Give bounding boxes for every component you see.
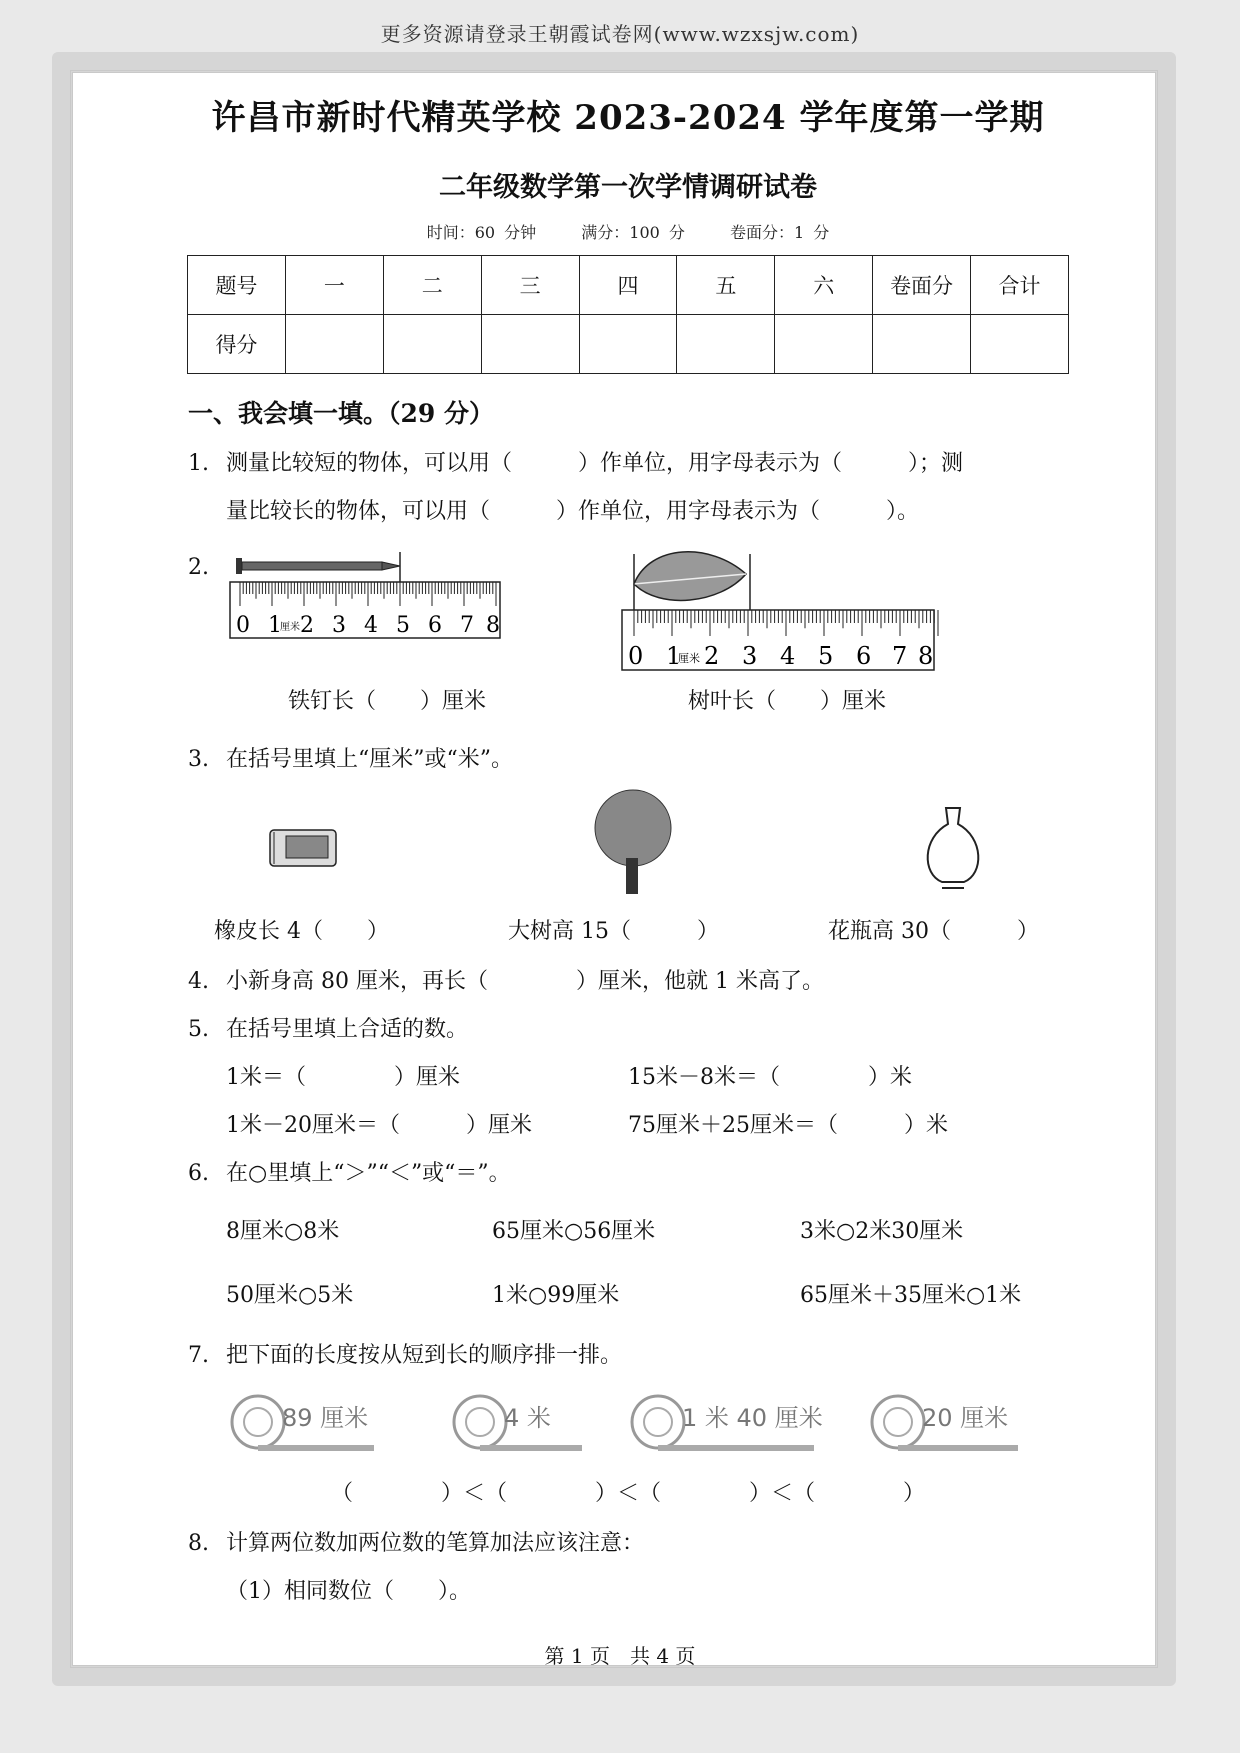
question-7-tapes [188, 1386, 1068, 1466]
question-text: 在括号里填上“厘米”或“米”。 [226, 747, 513, 772]
ruler-tick-label: 7 [892, 642, 908, 670]
score-table-cell: 四 [579, 256, 677, 315]
question-number: 3. [188, 747, 209, 772]
ruler-tick-label: 6 [856, 642, 872, 670]
question-text: 把下面的长度按从短到长的顺序排一排。 [226, 1343, 623, 1368]
eraser-label: 橡皮长 4（ ） [214, 919, 389, 944]
score-input-cell[interactable] [481, 315, 579, 374]
score-table [187, 255, 1069, 374]
question-6-item-b: 65厘米○56厘米 [492, 1219, 656, 1244]
score-table-score-row [188, 315, 1069, 374]
tape-label: 4 米 [504, 1404, 551, 1432]
ruler-tick-label: 2 [704, 642, 720, 670]
score-table-cell: 二 [383, 256, 481, 315]
question-6-item-d: 50厘米○5米 [226, 1283, 354, 1308]
score-input-cell[interactable] [677, 315, 775, 374]
tape-measures-figure [188, 1386, 1068, 1466]
tree-icon [588, 788, 678, 898]
question-7 [188, 1332, 1068, 1380]
ruler-tick-label: 4 [364, 613, 378, 638]
watermark: 更多资源请登录王朝霞试卷网(www.wzxsjw.com) [380, 22, 860, 46]
ruler-tick-label: 3 [332, 613, 346, 638]
score-table-cell: 得分 [188, 315, 286, 374]
question-text: 在括号里填上合适的数。 [226, 1017, 469, 1042]
question-number: 1. [188, 451, 209, 476]
question-1 [188, 440, 1068, 488]
eraser-icon [268, 824, 340, 870]
question-6-item-a: 8厘米○8米 [226, 1219, 340, 1244]
question-4 [188, 958, 1068, 1006]
question-3-figures [188, 784, 1068, 914]
question-number: 5. [188, 1017, 209, 1042]
exam-subtitle: 二年级数学第一次学情调研试卷 [439, 172, 817, 203]
ruler-tick-label: 1 [268, 613, 282, 638]
exam-page [188, 90, 1068, 1616]
question-6-item-c: 3米○2米30厘米 [800, 1219, 964, 1244]
ruler-unit-label: 厘米 [280, 622, 300, 633]
question-5-item-d: 75厘米＋25厘米＝（ ）米 [628, 1113, 948, 1138]
question-8 [188, 1520, 1068, 1568]
score-table-cell: 卷面分 [873, 256, 971, 315]
question-text: 小新身高 80 厘米，再长（ ）厘米，他就 1 米高了。 [226, 969, 824, 994]
vase-label: 花瓶高 30（ ） [828, 919, 1039, 944]
ruler-tick-label: 7 [460, 613, 474, 638]
question-6-row-2 [188, 1262, 1068, 1326]
question-1-continued [188, 488, 1068, 536]
score-input-cell[interactable] [579, 315, 677, 374]
score-input-cell[interactable] [971, 315, 1069, 374]
question-5-row-2 [188, 1102, 1068, 1150]
ruler-tick-label: 4 [780, 642, 796, 670]
question-7-order[interactable]: （ ）＜（ ）＜（ ）＜（ ） [330, 1481, 925, 1506]
question-3 [188, 736, 1068, 784]
question-6-item-f: 65厘米＋35厘米○1米 [800, 1283, 1022, 1308]
question-number: 8. [188, 1531, 209, 1556]
question-6 [188, 1150, 1068, 1198]
question-6-item-e: 1米○99厘米 [492, 1283, 620, 1308]
section-title: 一、我会填一填。（29 分） [188, 399, 494, 428]
leaf-ruler-figure [620, 544, 940, 674]
question-5-item-a: 1米＝（ ）厘米 [226, 1065, 460, 1090]
vase-icon [918, 804, 988, 894]
exam-full-score: 满分：100 分 [581, 223, 685, 242]
leaf-icon [634, 552, 750, 614]
page-footer: 第 1 页 共 4 页 [544, 1644, 696, 1668]
question-text: 量比较长的物体，可以用（ ）作单位，用字母表示为（ ）。 [226, 499, 920, 524]
ruler-tick-label: 8 [918, 642, 934, 670]
ruler-tick-label: 8 [486, 613, 500, 638]
question-5-row-1 [188, 1054, 1068, 1102]
tape-label: 89 厘米 [282, 1404, 369, 1432]
question-number: 2. [188, 555, 209, 580]
question-6-row-1 [188, 1198, 1068, 1262]
score-table-cell: 合计 [971, 256, 1069, 315]
leaf-length-label: 树叶长（ ）厘米 [688, 689, 887, 714]
ruler-tick-label: 1 [666, 642, 682, 670]
ruler-tick-label: 0 [628, 642, 644, 670]
ruler-tick-label: 2 [300, 613, 314, 638]
question-5-item-c: 1米－20厘米＝（ ）厘米 [226, 1113, 532, 1138]
nail-icon [236, 552, 400, 584]
score-input-cell[interactable] [775, 315, 873, 374]
exam-meta [188, 220, 1068, 243]
score-table-cell: 五 [677, 256, 775, 315]
score-input-cell[interactable] [873, 315, 971, 374]
score-table-cell: 三 [481, 256, 579, 315]
score-input-cell[interactable] [285, 315, 383, 374]
nail-length-label: 铁钉长（ ）厘米 [288, 689, 487, 714]
score-input-cell[interactable] [383, 315, 481, 374]
ruler-tick-label: 3 [742, 642, 758, 670]
question-number: 7. [188, 1343, 209, 1368]
ruler-tick-label: 5 [396, 613, 410, 638]
question-2-answers [188, 684, 1068, 728]
nail-ruler-figure [228, 544, 508, 644]
tree-label: 大树高 15（ ） [508, 919, 719, 944]
ruler-tick-label: 5 [818, 642, 834, 670]
ruler-tick-label: 6 [428, 613, 442, 638]
question-3-answers [188, 914, 1068, 958]
tape-label: 1 米 40 厘米 [682, 1404, 823, 1432]
score-table-header-row [188, 256, 1069, 315]
tape-label: 20 厘米 [922, 1404, 1009, 1432]
exam-neat-score: 卷面分：1 分 [730, 223, 830, 242]
score-table-cell: 六 [775, 256, 873, 315]
ruler-tick-label: 0 [236, 613, 250, 638]
question-number: 4. [188, 969, 209, 994]
score-table-cell: 题号 [188, 256, 286, 315]
question-text: 在○里填上“＞”“＜”或“＝”。 [226, 1161, 511, 1186]
question-8-sub-1: （1）相同数位（ ）。 [226, 1579, 471, 1604]
ruler-unit-label: 厘米 [678, 652, 700, 665]
question-text: 测量比较短的物体，可以用（ ）作单位，用字母表示为（ ）；测 [226, 451, 964, 476]
exam-title: 许昌市新时代精英学校 2023-2024 学年度第一学期 [211, 98, 1045, 138]
question-5 [188, 1006, 1068, 1054]
question-5-item-b: 15米－8米＝（ ）米 [628, 1065, 912, 1090]
score-table-cell: 一 [285, 256, 383, 315]
rulers-figure [188, 544, 1068, 684]
question-number: 6. [188, 1161, 209, 1186]
exam-time: 时间：60 分钟 [426, 223, 537, 242]
question-text: 计算两位数加两位数的笔算加法应该注意： [226, 1531, 645, 1556]
